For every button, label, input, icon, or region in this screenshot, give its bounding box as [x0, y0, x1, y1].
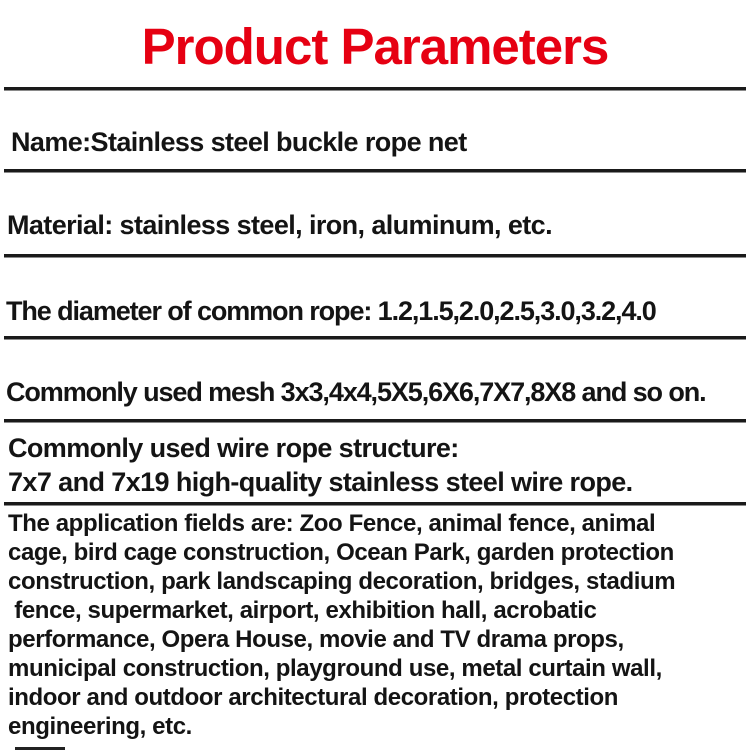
paragraph-line: municipal construction, playground use, metal curtain wall, [8, 655, 662, 682]
paragraph-line: indoor and outdoor architectural decoration, protection [8, 684, 619, 711]
spec-name: Name:Stainless steel buckle rope net [11, 127, 467, 157]
divider [4, 336, 746, 340]
spec-diameter: The diameter of common rope: 1.2,1.5,2.0,2.5,3.0,3.2,4.0 [6, 296, 656, 326]
structure-line: Commonly used wire rope structure: [8, 433, 459, 463]
spec-structure [8, 431, 633, 499]
divider [4, 87, 746, 91]
structure-line: 7x7 and 7x19 high-quality stainless steel wire rope. [8, 467, 633, 497]
paragraph-line: cage, bird cage construction, Ocean Park, garden protection [8, 539, 674, 566]
divider [4, 169, 746, 173]
paragraph-line: construction, park landscaping decoration, bridges, stadium [8, 568, 676, 595]
paragraph-line: performance, Opera House, movie and TV drama props, [8, 626, 624, 653]
paragraph-line: fence, supermarket, airport, exhibition hall, acrobatic [8, 597, 597, 624]
divider [4, 419, 746, 423]
application-paragraph [8, 509, 675, 741]
divider [4, 254, 746, 258]
paragraph-line: The application fields are: Zoo Fence, animal fence, animal [8, 510, 656, 537]
page-title: Product Parameters [141, 18, 609, 75]
paragraph-line: engineering, etc. [8, 713, 192, 740]
divider [4, 502, 746, 506]
spec-mesh: Commonly used mesh 3x3,4x4,5X5,6X6,7X7,8X8 and so on. [6, 377, 706, 407]
spec-material: Material: stainless steel, iron, aluminum, etc. [7, 210, 552, 240]
